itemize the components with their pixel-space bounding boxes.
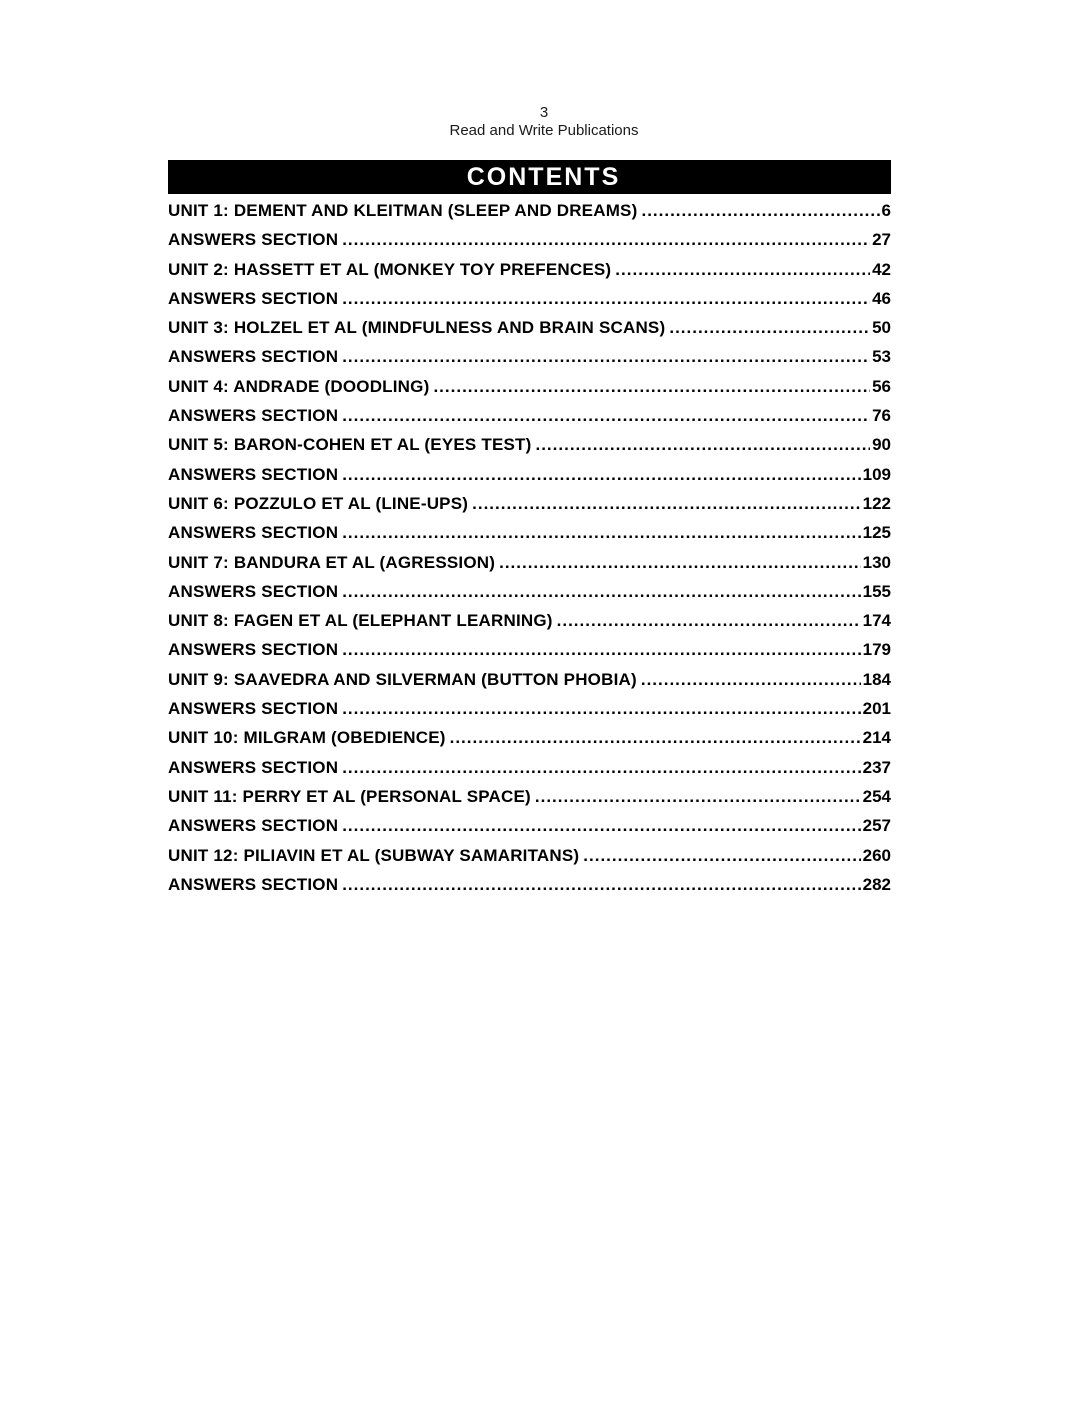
toc-entry bbox=[168, 577, 891, 606]
toc-entry-page: 46 bbox=[872, 288, 891, 308]
toc-entry-page: 53 bbox=[872, 347, 891, 367]
toc-entry-page: 282 bbox=[862, 874, 891, 894]
toc-entry-label: ANSWERS SECTION bbox=[168, 757, 339, 777]
toc-entry bbox=[168, 401, 891, 430]
toc-dot-leader bbox=[450, 723, 861, 752]
toc-entry-page: 201 bbox=[862, 699, 891, 719]
toc-entry-page: 50 bbox=[872, 318, 891, 338]
toc-entry-label: UNIT 10: MILGRAM (OBEDIENCE) bbox=[168, 728, 446, 748]
toc-entry-page: 214 bbox=[862, 728, 891, 748]
toc-dot-leader bbox=[615, 255, 870, 284]
toc-dot-leader bbox=[433, 372, 870, 401]
toc-dot-leader bbox=[641, 665, 861, 694]
toc-entry bbox=[168, 430, 891, 459]
toc-entry-page: 109 bbox=[862, 464, 891, 484]
toc-entry-label: UNIT 3: HOLZEL ET AL (MINDFULNESS AND BRAIN SCANS) bbox=[168, 318, 666, 338]
toc-entry bbox=[168, 342, 891, 371]
toc-entry-label: ANSWERS SECTION bbox=[168, 288, 339, 308]
toc-dot-leader bbox=[557, 606, 861, 635]
toc-entry-page: 184 bbox=[862, 669, 891, 689]
toc-entry bbox=[168, 606, 891, 635]
toc-entry-page: 42 bbox=[872, 259, 891, 279]
toc-entry bbox=[168, 782, 891, 811]
toc-entry-label: ANSWERS SECTION bbox=[168, 816, 339, 836]
toc-entry-page: 6 bbox=[881, 201, 891, 220]
toc-entry bbox=[168, 196, 891, 225]
toc-entry-page: 130 bbox=[862, 552, 891, 572]
toc-entry-label: ANSWERS SECTION bbox=[168, 874, 339, 894]
toc-entry-page: 76 bbox=[872, 406, 891, 426]
page-number: 3 bbox=[539, 104, 549, 121]
toc-dot-leader bbox=[342, 635, 860, 664]
toc-entry-label: ANSWERS SECTION bbox=[168, 230, 339, 250]
toc-dot-leader bbox=[472, 489, 861, 518]
toc-entry bbox=[168, 548, 891, 577]
toc-entry bbox=[168, 870, 891, 899]
toc-entry-label: UNIT 1: DEMENT AND KLEITMAN (SLEEP AND DREAMS) bbox=[168, 201, 638, 220]
toc-entry bbox=[168, 489, 891, 518]
toc-entry bbox=[168, 518, 891, 547]
toc-entry bbox=[168, 694, 891, 723]
toc-entry-label: UNIT 11: PERRY ET AL (PERSONAL SPACE) bbox=[168, 786, 531, 806]
toc-entry-label: ANSWERS SECTION bbox=[168, 699, 339, 719]
contents-title: CONTENTS bbox=[466, 162, 621, 191]
toc-entry-page: 155 bbox=[862, 581, 891, 601]
toc-entry-page: 27 bbox=[872, 230, 891, 250]
toc-entry-label: UNIT 12: PILIAVIN ET AL (SUBWAY SAMARITANS) bbox=[168, 845, 580, 865]
toc-dot-leader bbox=[342, 401, 870, 430]
toc-entry-page: 260 bbox=[862, 845, 891, 865]
toc-dot-leader bbox=[342, 342, 870, 371]
toc-dot-leader bbox=[342, 753, 860, 782]
toc-entry bbox=[168, 811, 891, 840]
toc-dot-leader bbox=[342, 460, 860, 489]
toc-dot-leader bbox=[342, 577, 860, 606]
contents-banner bbox=[168, 160, 891, 194]
toc-entry-page: 179 bbox=[862, 640, 891, 660]
toc-entry bbox=[168, 753, 891, 782]
toc-entry-label: ANSWERS SECTION bbox=[168, 640, 339, 660]
toc-entry-page: 125 bbox=[862, 523, 891, 543]
toc-entry-page: 254 bbox=[862, 786, 891, 806]
toc-entry-label: UNIT 6: POZZULO ET AL (LINE-UPS) bbox=[168, 493, 469, 513]
toc-dot-leader bbox=[583, 841, 860, 870]
toc-entry-page: 237 bbox=[862, 757, 891, 777]
toc-entry bbox=[168, 460, 891, 489]
toc-dot-leader bbox=[342, 811, 860, 840]
toc-entry-page: 90 bbox=[872, 435, 891, 455]
toc-entry-page: 174 bbox=[862, 611, 891, 631]
toc-dot-leader bbox=[669, 313, 870, 342]
toc-entry bbox=[168, 313, 891, 342]
toc-entry-label: UNIT 5: BARON-COHEN ET AL (EYES TEST) bbox=[168, 435, 532, 455]
toc-entry bbox=[168, 635, 891, 664]
toc-dot-leader bbox=[342, 284, 870, 313]
toc-entry-label: UNIT 9: SAAVEDRA AND SILVERMAN (BUTTON PHOBIA) bbox=[168, 669, 637, 689]
toc-entry-page: 257 bbox=[862, 816, 891, 836]
toc-entry bbox=[168, 841, 891, 870]
toc-dot-leader bbox=[342, 225, 870, 254]
toc-entry bbox=[168, 284, 891, 313]
toc-entry-page: 122 bbox=[862, 493, 891, 513]
toc-entry-label: ANSWERS SECTION bbox=[168, 523, 339, 543]
toc-entry bbox=[168, 723, 891, 752]
page-header bbox=[0, 104, 1088, 140]
publisher-line: Read and Write Publications bbox=[449, 122, 639, 139]
toc-entry bbox=[168, 225, 891, 254]
toc-dot-leader bbox=[535, 782, 861, 811]
toc-entry-label: ANSWERS SECTION bbox=[168, 347, 339, 367]
toc-entry-label: UNIT 4: ANDRADE (DOODLING) bbox=[168, 376, 430, 396]
toc-list bbox=[168, 196, 891, 899]
toc-entry bbox=[168, 665, 891, 694]
toc-dot-leader bbox=[342, 870, 860, 899]
toc-entry bbox=[168, 255, 891, 284]
toc-dot-leader bbox=[342, 694, 860, 723]
toc-entry-label: ANSWERS SECTION bbox=[168, 464, 339, 484]
toc-dot-leader bbox=[641, 196, 879, 225]
toc-entry-label: UNIT 7: BANDURA ET AL (AGRESSION) bbox=[168, 552, 496, 572]
toc-dot-leader bbox=[342, 518, 860, 547]
toc-entry-label: ANSWERS SECTION bbox=[168, 406, 339, 426]
toc-dot-leader bbox=[499, 548, 861, 577]
toc-entry-label: UNIT 8: FAGEN ET AL (ELEPHANT LEARNING) bbox=[168, 611, 553, 631]
toc-entry bbox=[168, 372, 891, 401]
toc-entry-label: ANSWERS SECTION bbox=[168, 581, 339, 601]
toc-entry-page: 56 bbox=[872, 376, 891, 396]
toc-entry-label: UNIT 2: HASSETT ET AL (MONKEY TOY PREFENCES) bbox=[168, 259, 612, 279]
toc-dot-leader bbox=[535, 430, 870, 459]
